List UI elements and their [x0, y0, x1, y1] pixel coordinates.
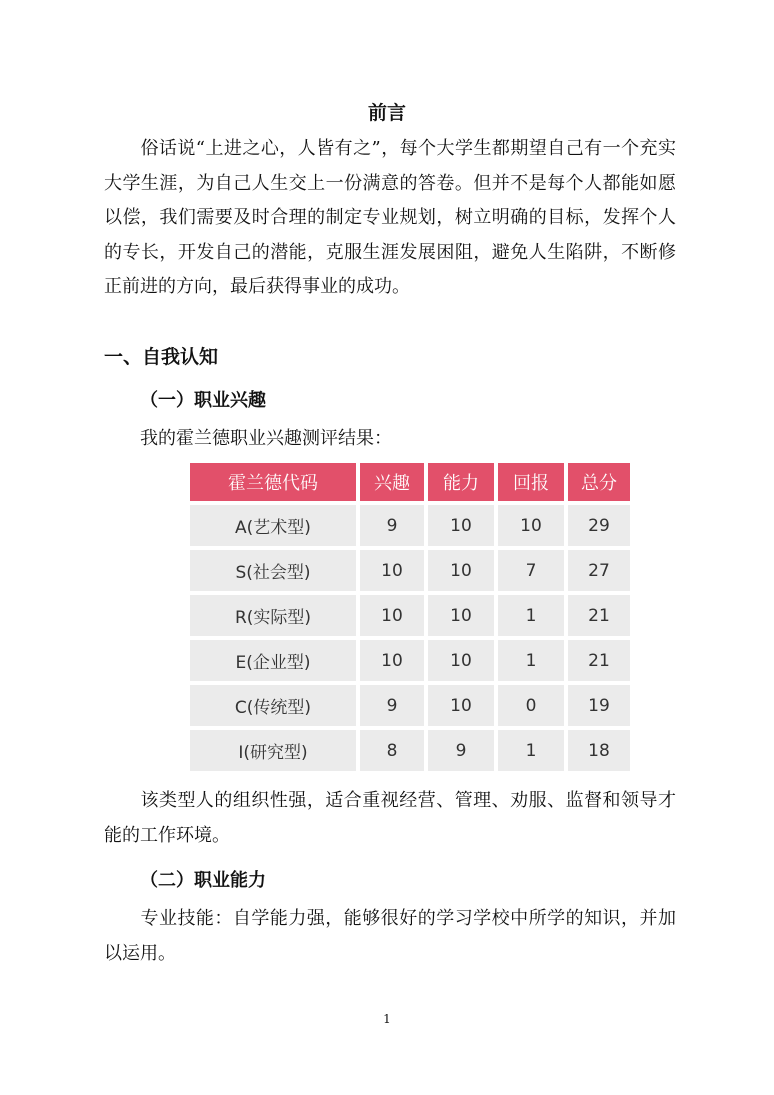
- header-reward: 回报: [498, 463, 564, 501]
- table-cell: 10: [360, 595, 424, 636]
- table-row: [190, 550, 630, 591]
- table-cell: 9: [360, 685, 424, 726]
- page-number: 1: [383, 1012, 391, 1026]
- table-cell: 1: [498, 730, 564, 771]
- page-title: 前言: [367, 102, 406, 124]
- table-cell: 29: [568, 505, 630, 546]
- table-row: [190, 730, 630, 771]
- preface-paragraph: [104, 132, 676, 305]
- table-cell: A(艺术型): [190, 505, 356, 546]
- subsection-heading-ability: （二）职业能力: [140, 870, 266, 891]
- table-cell: 18: [568, 730, 630, 771]
- table-header-row: [190, 463, 630, 501]
- table-cell: I(研究型): [190, 730, 356, 771]
- table-row: [190, 505, 630, 546]
- type-conclusion-paragraph: [104, 784, 676, 853]
- table-cell: 21: [568, 595, 630, 636]
- header-interest: 兴趣: [360, 463, 424, 501]
- table-cell: 10: [428, 550, 494, 591]
- table-cell: S(社会型): [190, 550, 356, 591]
- table-cell: 19: [568, 685, 630, 726]
- subsection-heading-interest: （一）职业兴趣: [140, 390, 266, 411]
- table-cell: 8: [360, 730, 424, 771]
- table-cell: 10: [498, 505, 564, 546]
- preface-text: 俗话说“上进之心，人皆有之”，每个大学生都期望自己有一个充实大学生涯，为自己人生交上一份满意的答卷。但并不是每个人都能如愿以偿，我们需要及时合理的制定专业规划，树立明确的目标，发挥个人的专长，开发自己的潜能，克服生涯发展困阻，避免人生陷阱，不断修正前进的方向，最后获得事业的成功。: [104, 138, 676, 297]
- table-row: [190, 685, 630, 726]
- table-cell: 10: [360, 640, 424, 681]
- table-cell: 10: [360, 550, 424, 591]
- table-cell: 10: [428, 640, 494, 681]
- table-cell: 27: [568, 550, 630, 591]
- section-heading: 一、自我认知: [104, 346, 219, 368]
- table-cell: 10: [428, 505, 494, 546]
- table-cell: 1: [498, 640, 564, 681]
- header-ability: 能力: [428, 463, 494, 501]
- table-cell: 7: [498, 550, 564, 591]
- table-cell: 1: [498, 595, 564, 636]
- table-cell: R(实际型): [190, 595, 356, 636]
- header-total: 总分: [568, 463, 630, 501]
- header-code: 霍兰德代码: [190, 463, 356, 501]
- table-cell: 10: [428, 595, 494, 636]
- type-conclusion-text: 该类型人的组织性强，适合重视经营、管理、劝服、监督和领导才能的工作环境。: [104, 790, 676, 846]
- assessment-intro: 我的霍兰德职业兴趣测评结果：: [140, 428, 392, 449]
- table-cell: 21: [568, 640, 630, 681]
- holland-results-table: [186, 459, 634, 775]
- table-row: [190, 595, 630, 636]
- table-cell: 0: [498, 685, 564, 726]
- ability-paragraph: [104, 902, 676, 971]
- table-cell: 10: [428, 685, 494, 726]
- table-row: [190, 640, 630, 681]
- table-cell: C(传统型): [190, 685, 356, 726]
- ability-text: 专业技能：自学能力强，能够很好的学习学校中所学的知识，并加以运用。: [104, 908, 676, 964]
- table-cell: E(企业型): [190, 640, 356, 681]
- table-cell: 9: [360, 505, 424, 546]
- table-cell: 9: [428, 730, 494, 771]
